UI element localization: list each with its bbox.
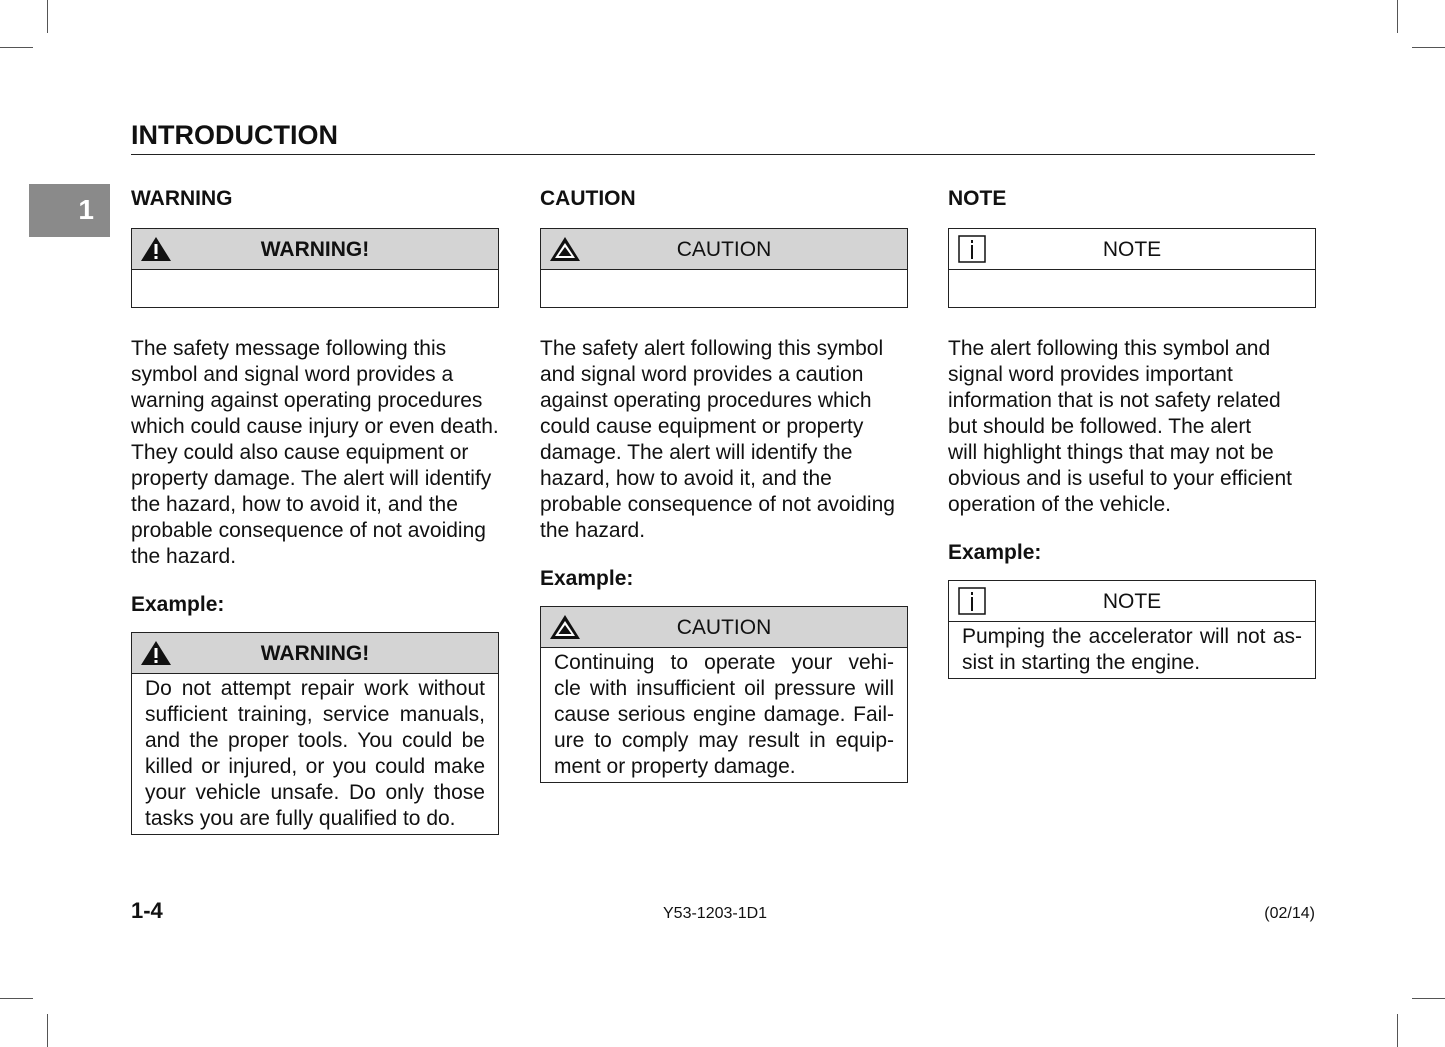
example-signal-header — [541, 607, 907, 648]
text-line: Do not attempt repair work without — [145, 677, 485, 700]
column-note — [948, 186, 1316, 679]
revision-date: (02/14) — [1264, 905, 1315, 922]
text-line: the hazard. — [131, 545, 237, 568]
text-line: probable consequence of not avoiding — [131, 519, 486, 542]
text-line: will highlight things that may not be — [948, 441, 1274, 464]
text-line: property damage. The alert will identify — [131, 467, 492, 490]
text-line: operation of the vehicle. — [948, 493, 1171, 516]
title-rule — [131, 154, 1315, 155]
description — [540, 336, 908, 544]
symbol-signal-header — [949, 229, 1315, 270]
warning-triangle-icon — [140, 235, 172, 263]
example-label: Example: — [131, 593, 225, 616]
text-line: sist in starting the engine. — [962, 651, 1201, 674]
signal-word: NOTE — [1102, 238, 1162, 261]
signal-symbol-box — [131, 228, 499, 308]
text-line: warning against operating procedures — [131, 389, 483, 412]
text-line: The safety alert following this symbol — [540, 337, 884, 360]
text-line: Continuing to operate your vehi- — [554, 651, 894, 674]
text-line: Pumping the accelerator will not as- — [962, 625, 1302, 648]
symbol-signal-header — [132, 229, 498, 270]
example-text — [949, 622, 1315, 678]
crop-mark — [1397, 0, 1398, 33]
text-line: ure to comply may result in equip- — [554, 729, 894, 752]
empty-body — [949, 270, 1315, 307]
text-line: tasks you are fully qualified to do. — [145, 807, 456, 830]
signal-word: WARNING! — [260, 238, 370, 261]
column-caution — [540, 186, 908, 783]
description — [948, 336, 1316, 518]
text-line: cause serious engine damage. Fail- — [554, 703, 894, 726]
example-text — [132, 674, 498, 834]
info-icon — [957, 587, 989, 615]
text-line: ment or property damage. — [554, 755, 796, 778]
example-label: Example: — [540, 567, 634, 590]
text-line: damage. The alert will identify the — [540, 441, 853, 464]
text-line: the hazard, how to avoid it, and the — [131, 493, 458, 516]
text-line: but should be followed. The alert — [948, 415, 1252, 438]
text-line: the hazard. — [540, 519, 646, 542]
signal-word: CAUTION — [676, 616, 772, 639]
page-title: INTRODUCTION — [131, 120, 338, 150]
text-line: against operating procedures which — [540, 389, 872, 412]
empty-body — [541, 270, 907, 307]
text-line: could cause equipment or property — [540, 415, 864, 438]
info-icon — [957, 235, 989, 263]
example-box — [948, 580, 1316, 679]
example-box — [131, 632, 499, 835]
page-number: 1-4 — [131, 898, 163, 923]
doc-code: Y53-1203-1D1 — [663, 905, 768, 922]
crop-mark — [47, 1014, 48, 1047]
text-line: and the proper tools. You could be — [145, 729, 485, 752]
text-line: sufficient training, service manuals, — [145, 703, 485, 726]
text-line: which could cause injury or even death. — [131, 415, 499, 438]
symbol-signal-header — [541, 229, 907, 270]
empty-body — [132, 270, 498, 307]
text-line: The alert following this symbol and — [948, 337, 1271, 360]
example-box — [540, 606, 908, 783]
section-heading: WARNING — [131, 187, 233, 210]
signal-word: CAUTION — [676, 238, 772, 261]
text-line: signal word provides important — [948, 363, 1233, 386]
text-line: killed or injured, or you could make — [145, 755, 485, 778]
section-heading: NOTE — [948, 187, 1007, 210]
caution-triangle-icon — [549, 613, 581, 641]
text-line: cle with insufficient oil pressure will — [554, 677, 894, 700]
signal-symbol-box — [540, 228, 908, 308]
text-line: They could also cause equipment or — [131, 441, 469, 464]
example-text — [541, 648, 907, 782]
text-line: and signal word provides a caution — [540, 363, 864, 386]
crop-mark — [1412, 47, 1445, 48]
text-line: hazard, how to avoid it, and the — [540, 467, 832, 490]
text-line: probable consequence of not avoiding — [540, 493, 895, 516]
description — [131, 336, 499, 570]
example-signal-header — [949, 581, 1315, 622]
crop-mark — [1397, 1014, 1398, 1047]
column-warning — [131, 186, 499, 835]
crop-mark — [47, 0, 48, 33]
crop-mark — [0, 998, 33, 999]
warning-triangle-icon — [140, 639, 172, 667]
crop-mark — [1412, 998, 1445, 999]
text-line: symbol and signal word provides a — [131, 363, 454, 386]
text-line: your vehicle unsafe. Do only those — [145, 781, 485, 804]
signal-symbol-box — [948, 228, 1316, 308]
crop-mark — [0, 47, 33, 48]
chapter-tab: 1 — [29, 184, 110, 237]
text-line: obvious and is useful to your efficient — [948, 467, 1292, 490]
signal-word: WARNING! — [260, 642, 370, 665]
text-line: information that is not safety related — [948, 389, 1281, 412]
section-heading: CAUTION — [540, 187, 636, 210]
signal-word: NOTE — [1102, 590, 1162, 613]
text-line: The safety message following this — [131, 337, 447, 360]
example-label: Example: — [948, 541, 1042, 564]
example-signal-header — [132, 633, 498, 674]
caution-triangle-icon — [549, 235, 581, 263]
